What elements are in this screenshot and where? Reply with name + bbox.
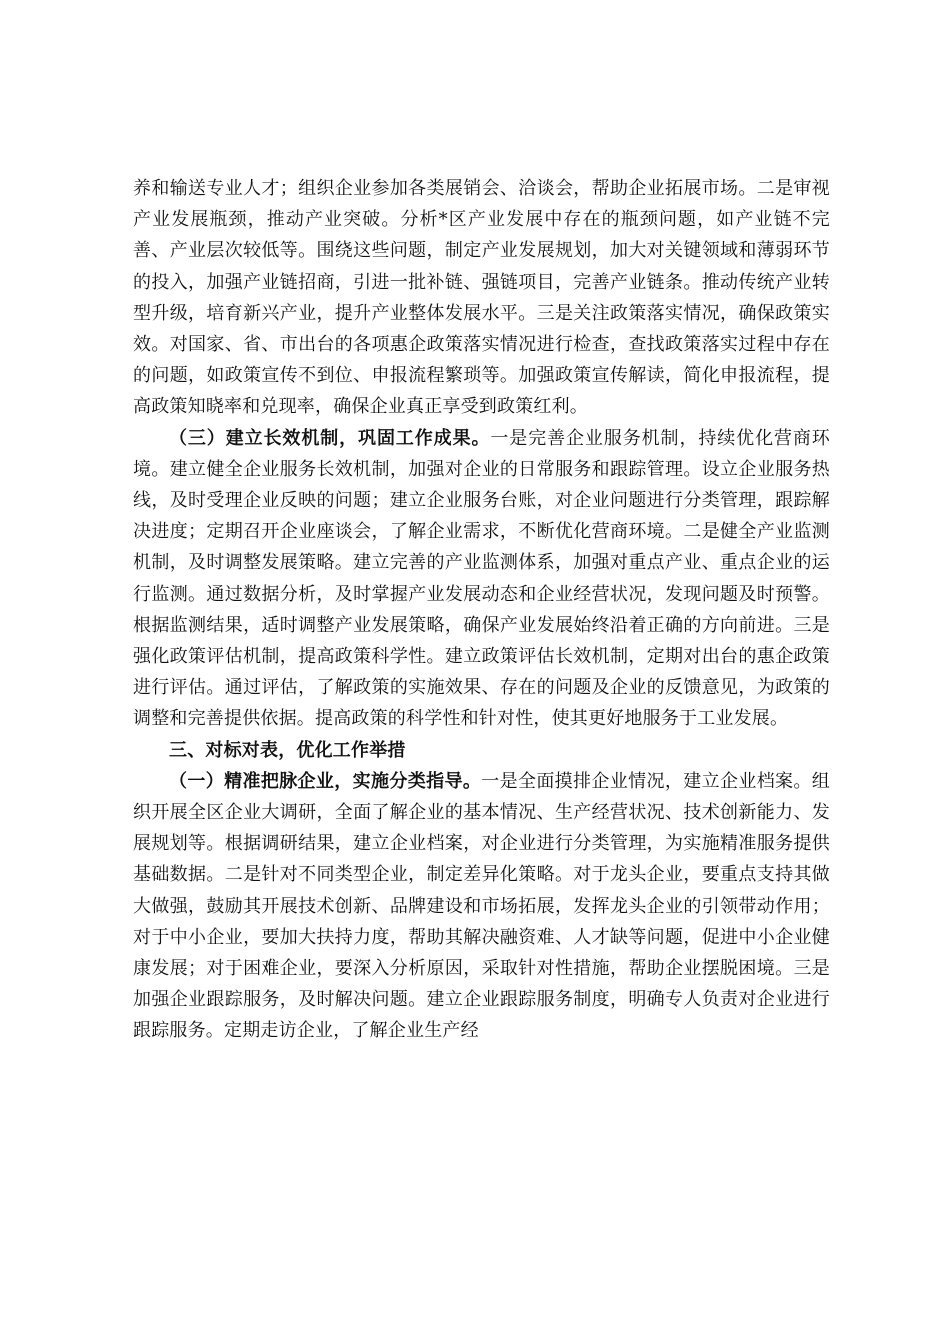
subsection-heading-3: （三）建立长效机制，巩固工作成果。 — [169, 427, 491, 449]
paragraph-continuation: 养和输送专业人才；组织企业参加各类展销会、洽谈会，帮助企业拓展市场。二是审视产业发展瓶颈，推动产业突破。分析*区产业发展中存在的瓶颈问题，如产业链不完善、产业层次较低等。围绕这些问题，制定产业发展规划，加大对关键领域和薄弱环节的投入，加强产业链招商，引进一批补链、强链项目，完善产业链条。推动传统产业转型升级，培育新兴产业，提升产业整体发展水平。三是关注政策落实情况，确保政策实效。对国家、省、市出台的各项惠企政策落实情况进行检查，查找政策落实过程中存在的问题，如政策宣传不到位、申报流程繁琐等。加强政策宣传解读，简化申报流程，提高政策知晓率和兑现率，确保企业真正享受到政策红利。 — [133, 178, 830, 418]
subsection-heading-1: （一）精准把脉企业，实施分类指导。 — [169, 770, 482, 792]
section-heading: 三、对标对表，优化工作举措 — [169, 739, 406, 761]
paragraph-precise-guidance — [133, 766, 830, 1047]
paragraph-body: 一是完善企业服务机制，持续优化营商环境。建立健全企业服务长效机制，加强对企业的日常服务和跟踪管理。设立企业服务热线，及时受理企业反映的问题；建立企业服务台账，对企业问题进行分类管理，跟踪解决进度；定期召开企业座谈会，了解企业需求，不断优化营商环境。二是健全产业监测机制，及时调整发展策略。建立完善的产业监测体系，加强对重点产业、重点企业的运行监测。通过数据分析，及时掌握产业发展动态和企业经营状况，发现问题及时预警。根据监测结果，适时调整产业发展策略，确保产业发展始终沿着正确的方向前进。三是强化政策评估机制，提高政策科学性。建立政策评估长效机制，定期对出台的惠企政策进行评估。通过评估，了解政策的实施效果、存在的问题及企业的反馈意见，为政策的调整和完善提供依据。提高政策的科学性和针对性，使其更好地服务于工业发展。 — [133, 427, 830, 730]
paragraph-long-term-mechanism — [133, 423, 830, 735]
paragraph-body: 一是全面摸排企业情况，建立企业档案。组织开展全区企业大调研，全面了解企业的基本情况、生产经营状况、技术创新能力、发展规划等。根据调研结果，建立企业档案，对企业进行分类管理，为实施精准服务提供基础数据。二是针对不同类型企业，制定差异化策略。对于龙头企业，要重点支持其做大做强，鼓励其开展技术创新、品牌建设和市场拓展，发挥龙头企业的引领带动作用；对于中小企业，要加大扶持力度，帮助其解决融资难、人才缺等问题，促进中小企业健康发展；对于困难企业，要深入分析原因，采取针对性措施，帮助企业摆脱困境。三是加强企业跟踪服务，及时解决问题。建立企业跟踪服务制度，明确专人负责对企业进行跟踪服务。定期走访企业，了解企业生产经 — [133, 770, 830, 1042]
document-body — [133, 173, 830, 1047]
